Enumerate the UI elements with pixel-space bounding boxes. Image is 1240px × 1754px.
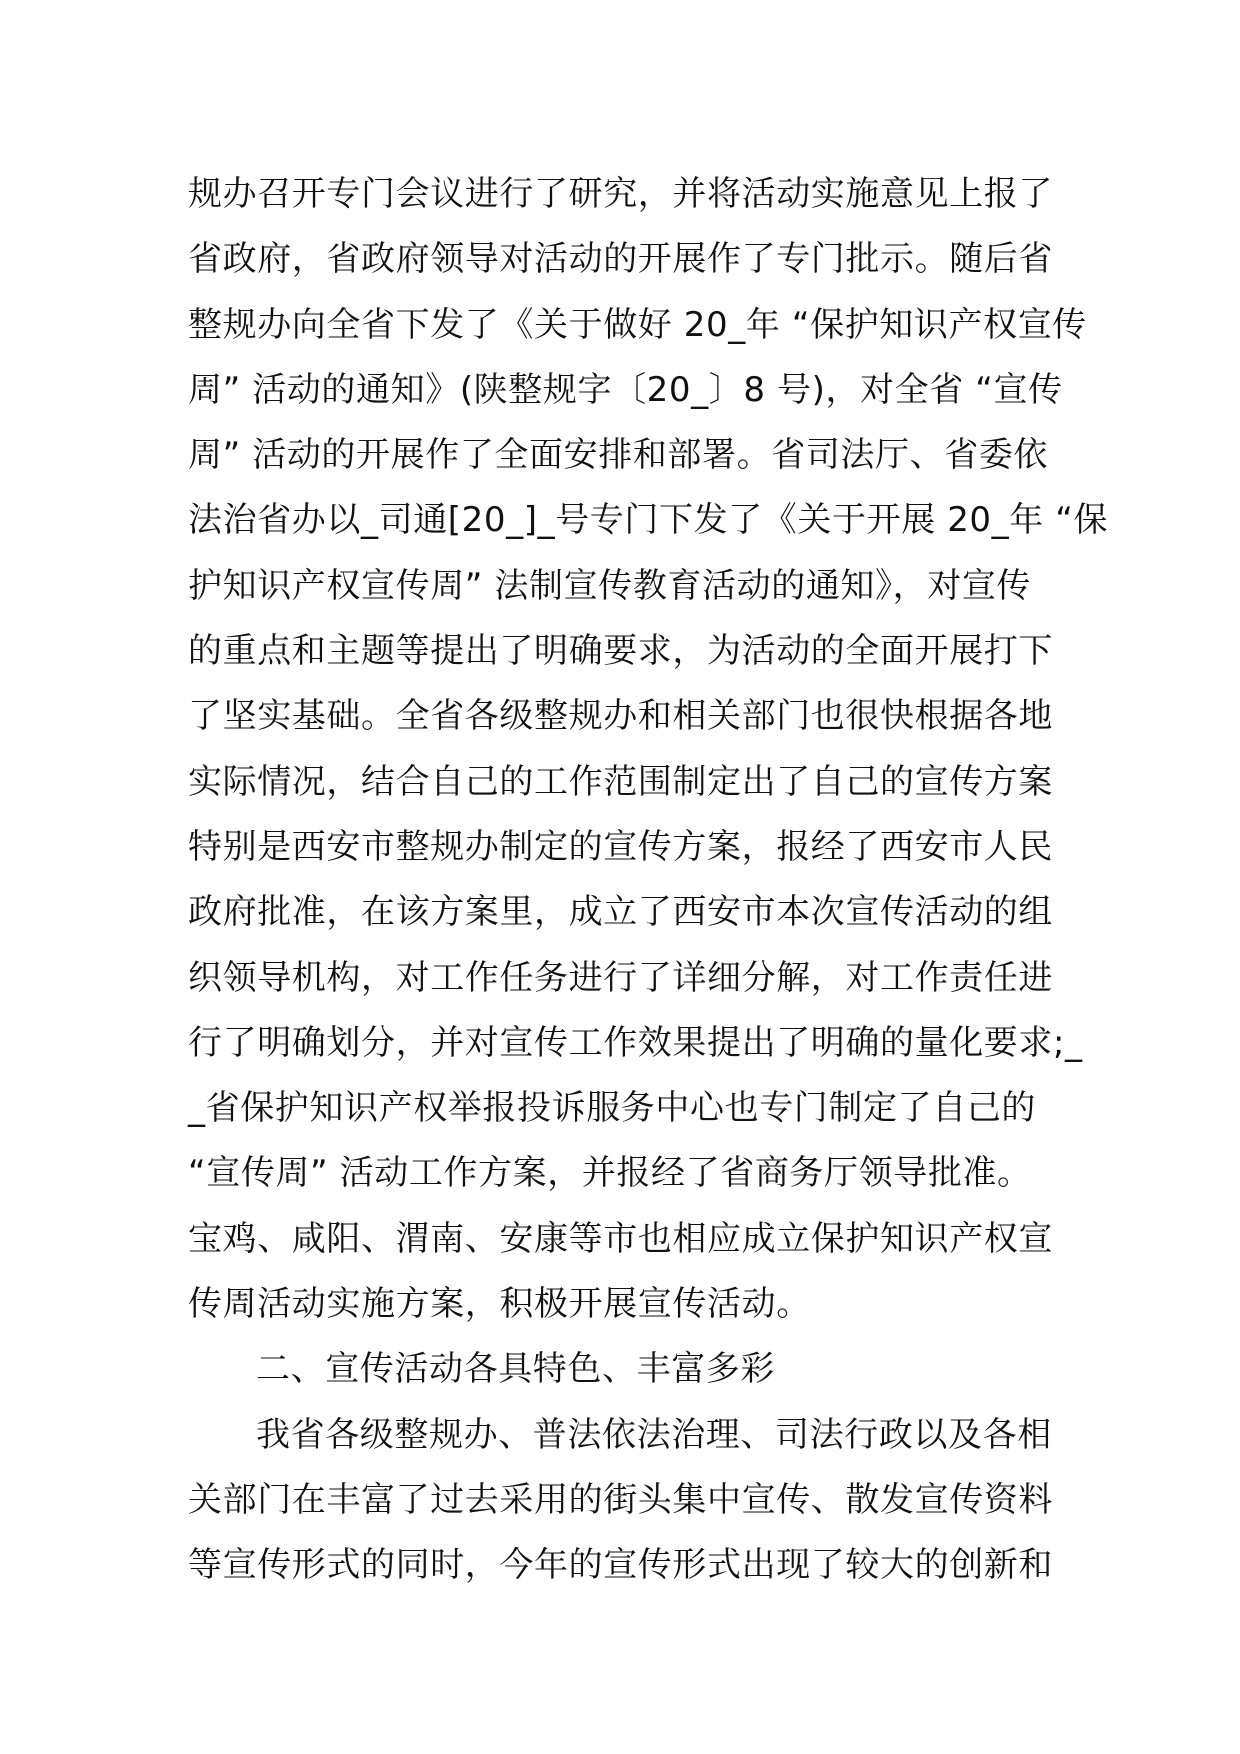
text-line: 护知识产权宣传周” 法制宣传教育活动的通知》，对宣传 (188, 565, 1032, 606)
text-line: 实际情况，结合自己的工作范围制定出了自己的宣传方案 (188, 761, 1053, 802)
text-line: 传周活动实施方案，积极开展宣传活动。 (188, 1284, 811, 1325)
text-line: 宝鸡、咸阳、渭南、安康等市也相应成立保护知识产权宣 (188, 1218, 1053, 1259)
text-line: 了坚实基础。全省各级整规办和相关部门也很快根据各地 (188, 696, 1053, 737)
text-line: 周” 活动的通知》(陕整规字〔20_〕8 号)，对全省 “宣传 (188, 369, 1063, 410)
document-body (188, 162, 1109, 1599)
text-line: 法治省办以_司通[20_]_号专门下发了《关于开展 20_年 “保 (188, 500, 1109, 541)
text-line: 周” 活动的开展作了全面安排和部署。省司法厅、省委依 (188, 435, 1049, 476)
text-line: 政府批准，在该方案里，成立了西安市本次宣传活动的组 (188, 892, 1053, 933)
text-line: _省保护知识产权举报投诉服务中心也专门制定了自己的 (188, 1088, 1036, 1129)
text-line: 整规办向全省下发了《关于做好 20_年 “保护知识产权宣传 (188, 304, 1087, 345)
text-line: 关部门在丰富了过去采用的街头集中宣传、散发宣传资料 (188, 1479, 1053, 1520)
text-line: 规办召开专门会议进行了研究，并将活动实施意见上报了 (188, 174, 1053, 214)
text-line: 省政府，省政府领导对活动的开展作了专门批示。随后省 (188, 239, 1053, 280)
text-line: 的重点和主题等提出了明确要求，为活动的全面开展打下 (188, 631, 1053, 672)
section-heading: 二、宣传活动各具特色、丰富多彩 (256, 1349, 775, 1390)
text-line: “宣传周” 活动工作方案，并报经了省商务厅领导批准。 (188, 1153, 1032, 1194)
text-line: 织领导机构，对工作任务进行了详细分解，对工作责任进 (188, 957, 1053, 998)
text-line: 特别是西安市整规办制定的宣传方案，报经了西安市人民 (188, 826, 1053, 867)
text-line: 行了明确划分，并对宣传工作效果提出了明确的量化要求;_ (188, 1022, 1083, 1063)
text-line: 我省各级整规办、普法依法治理、司法行政以及各相 (256, 1414, 1052, 1455)
text-line: 等宣传形式的同时，今年的宣传形式出现了较大的创新和 (188, 1545, 1053, 1586)
